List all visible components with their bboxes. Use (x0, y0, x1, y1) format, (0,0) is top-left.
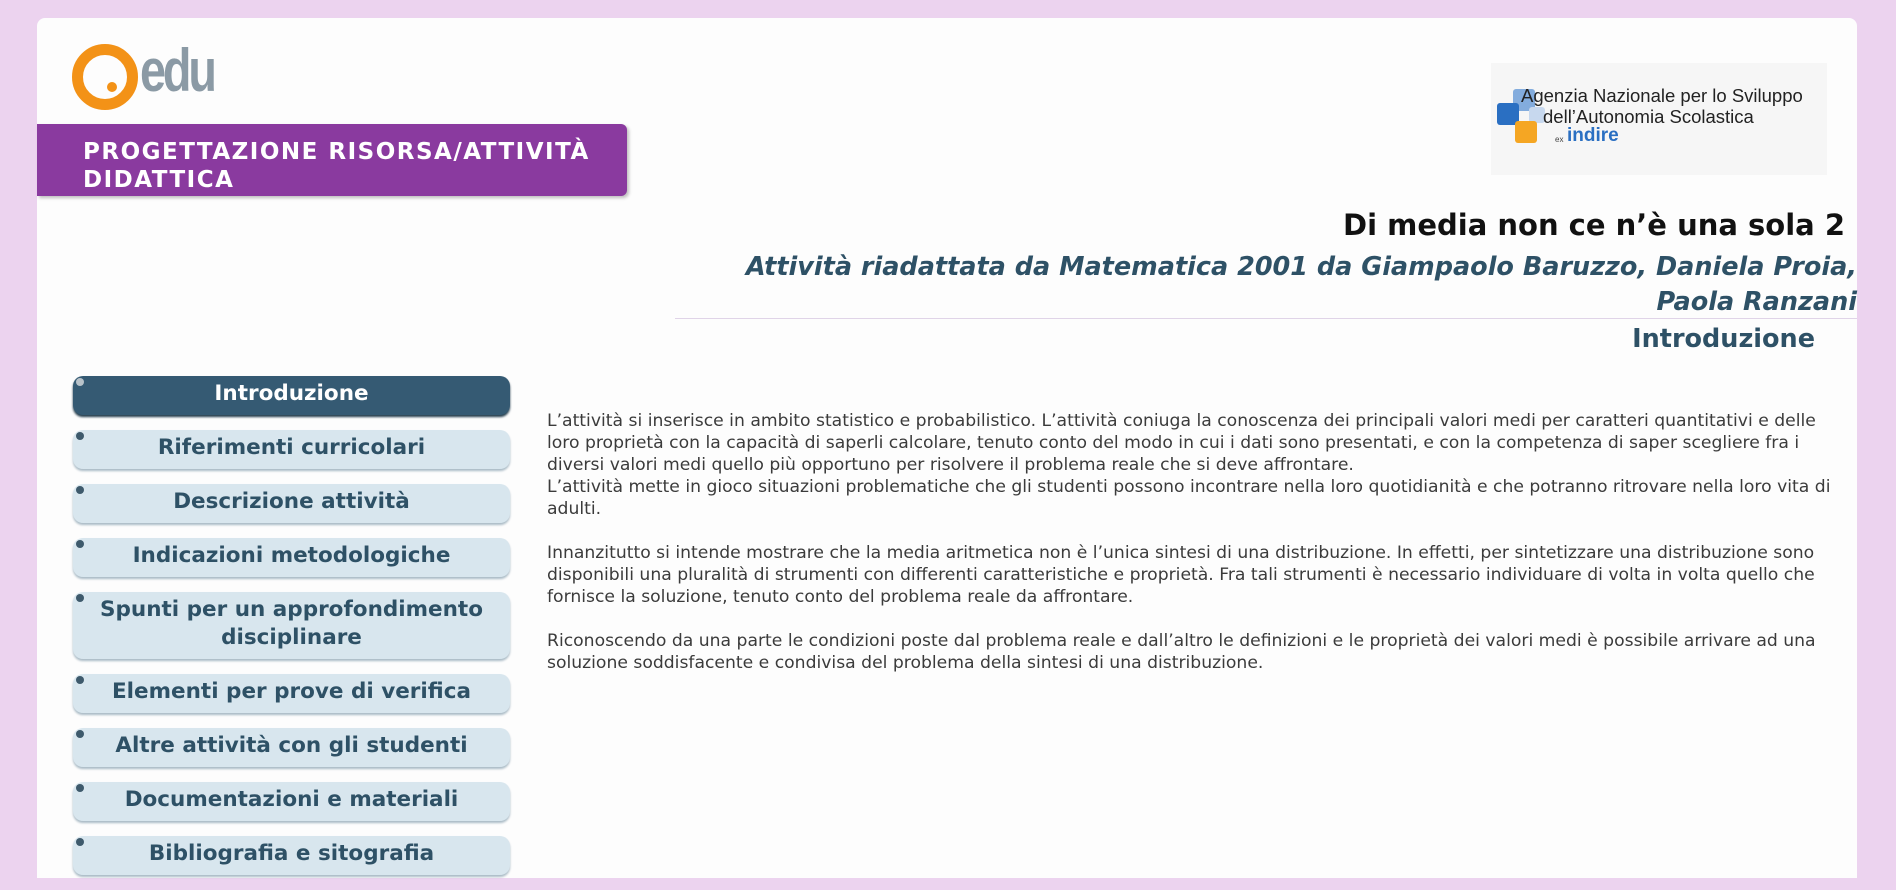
nav-item-label: Bibliografia e sitografia (148, 841, 435, 866)
agency-logo[interactable] (1491, 63, 1827, 175)
paragraph-text: L’attività mette in gioco situazioni problematiche che gli studenti possono incontrare nella loro quotidianità e che potranno ritrovare nella loro vita di adulti. (547, 477, 1831, 519)
page-subtitle: Attività riadattata da Matematica 2001 da Giampaolo Baruzzo, Daniela Proia, Paola Ranzani (745, 252, 1857, 317)
logo-dot-icon (107, 82, 117, 92)
nav-item-label: Riferimenti curricolari (157, 435, 426, 460)
nav-item-descrizione-attivita[interactable] (73, 484, 510, 523)
logo-text: edu (140, 37, 214, 104)
nav-item-prove-verifica[interactable] (73, 674, 510, 713)
agency-brand: indire (1567, 125, 1619, 146)
header-divider (675, 318, 1857, 319)
nav-item-introduzione[interactable] (73, 376, 510, 415)
content-paragraph: Innanzitutto si intende mostrare che la media aritmetica non è l’unica sintesi di una distribuzione. In effetti, per sintetizzare una distribuzione sono disponibili una pluralità di strumenti con differenti caratteristiche e proprietà. Fra tali strumenti è necessario individuare di volta in volta quello che fornisce la soluzione, tenuto conto del problema reale da affrontare. (547, 543, 1815, 607)
paragraph-text: L’attività si inserisce in ambito statistico e probabilistico. L’attività coniuga la conoscenza dei principali valori medi per caratteri quantitativi e delle loro proprietà con la capacità di saperli calcolare, tenuto conto del modo in cui i dati sono presentati, e con la competenza di saper scegliere fra i diversi valori medi quello più opportuno per risolvere il problema reale che si deve affrontare. (547, 411, 1816, 475)
section-banner (37, 124, 627, 196)
nav-item-bibliografia[interactable] (73, 836, 510, 875)
main-content (547, 410, 1847, 696)
bullet-icon (76, 838, 84, 846)
nav-item-indicazioni-metodologiche[interactable] (73, 538, 510, 577)
nav-item-label: Introduzione (214, 381, 369, 406)
nav-item-altre-attivita[interactable] (73, 728, 510, 767)
agency-name-line1: Agenzia Nazionale per lo Sviluppo (1521, 85, 1803, 106)
nav-item-documentazioni[interactable] (73, 782, 510, 821)
nav-item-label: Descrizione attività (173, 489, 410, 514)
nav-item-label: Documentazioni e materiali (124, 787, 459, 812)
nav-item-label: Indicazioni metodologiche (132, 543, 451, 568)
content-paragraph (547, 410, 1847, 520)
logo-ring-icon (72, 44, 138, 110)
bullet-icon (76, 784, 84, 792)
nav-item-label: Elementi per prove di verifica (112, 679, 471, 704)
bullet-icon (76, 378, 84, 386)
banner-title: PROGETTAZIONE RISORSA/ATTIVITÀ DIDATTICA (83, 139, 590, 193)
agency-name-line2: dell’Autonomia Scolastica (1543, 106, 1754, 127)
content-paragraph: Riconoscendo da una parte le condizioni poste dal problema reale e dall’altro le definizioni e le proprietà dei valori medi è possibile arrivare ad una soluzione soddisfacente e condivisa del problema della sintesi di una distribuzione. (547, 631, 1816, 673)
page-title: Di media non ce n’è una sola 2 (1343, 208, 1845, 242)
agency-ex-label: ex (1555, 135, 1564, 144)
bullet-icon (76, 432, 84, 440)
bullet-icon (76, 486, 84, 494)
section-title: Introduzione (1632, 324, 1815, 354)
nav-item-riferimenti-curricolari[interactable] (73, 430, 510, 469)
bullet-icon (76, 730, 84, 738)
page-container (37, 18, 1857, 878)
bullet-icon (76, 540, 84, 548)
nav-item-label: Altre attività con gli studenti (115, 733, 468, 758)
bullet-icon (76, 594, 84, 602)
nav-item-spunti-approfondimento[interactable] (73, 592, 510, 659)
bullet-icon (76, 676, 84, 684)
edu-logo[interactable] (72, 37, 232, 112)
side-nav (73, 376, 510, 890)
agency-square-icon (1515, 121, 1537, 143)
nav-item-label: Spunti per un approfondimento disciplinare (100, 597, 483, 650)
